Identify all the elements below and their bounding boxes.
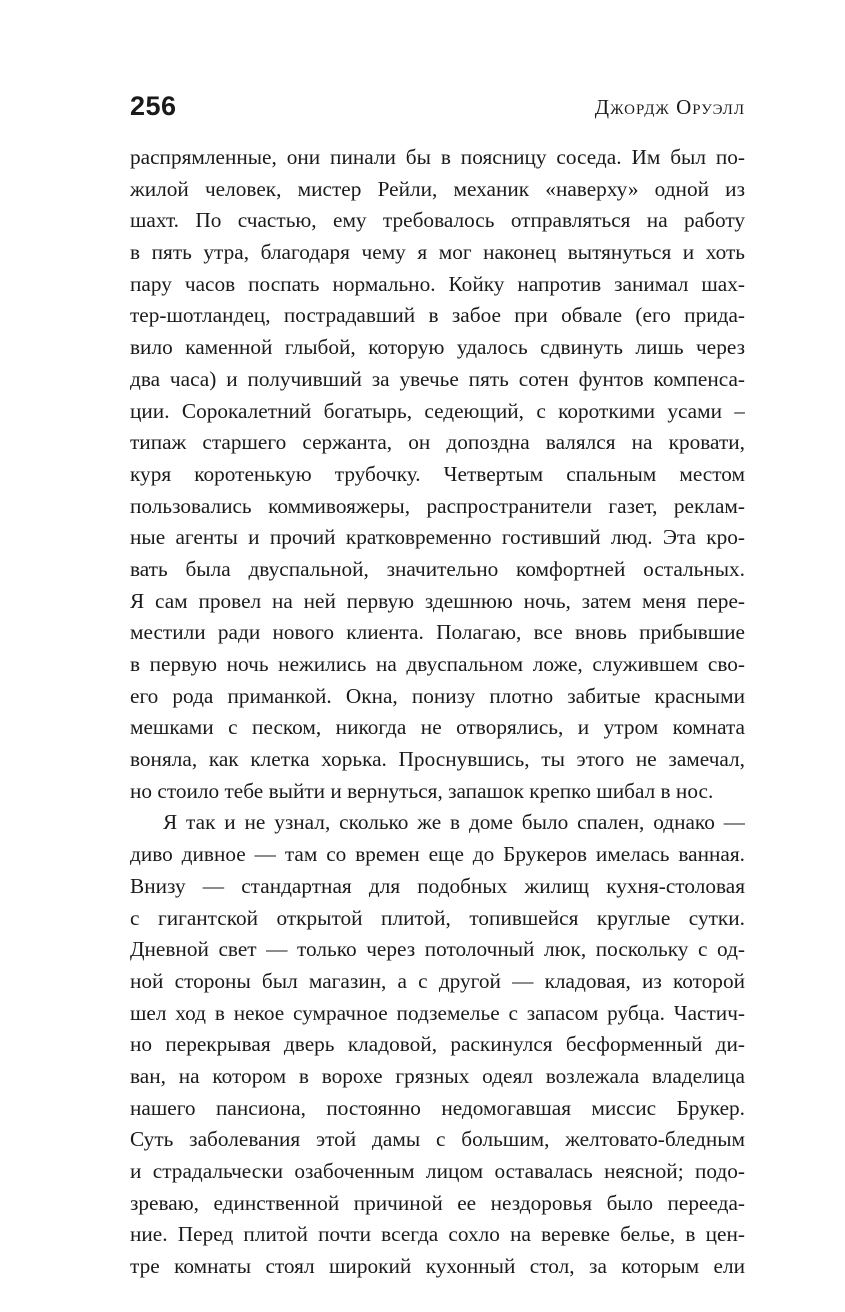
running-head-author: Джордж Оруэлл [594,95,745,119]
text-line: ные агенты и прочий кратковременно гостивший люд. Эта кро- [130,525,745,550]
text-line: воняла, как клетка хорька. Проснувшись, ты этого не замечал, [130,747,745,772]
text-line: в пять утра, благодаря чему я мог наконец вытянуться и хоть [130,240,745,265]
text-line: нашего пансиона, постоянно недомогавшая миссис Брукер. [130,1095,745,1120]
text-line: ние. Перед плитой почти всегда сохло на веревке белье, в цен- [130,1222,745,1247]
text-line: его рода приманкой. Окна, понизу плотно забитые красными [130,683,745,708]
text-line: пару часов поспать нормально. Койку напротив занимал шах- [130,271,745,296]
text-line: распрямленные, они пинали бы в поясницу соседа. Им был по- [130,145,745,169]
text-line: диво дивное — там со времен еще до Брукеров имелась ванная. [130,842,745,867]
text-line: тер-шотландец, пострадавший в забое при обвале (его прида- [130,303,745,328]
text-line: ной стороны был магазин, а с другой — кладовая, из которой [130,968,745,993]
running-head [130,80,745,120]
page-number: 256 [130,91,177,121]
text-line: и страдальчески озабоченным лицом оставалась неясной; подо- [130,1159,745,1183]
text-line: ции. Сорокалетний богатырь, седеющий, с короткими усами – [130,398,745,423]
text-line: но перекрывая дверь кладовой, раскинулся бесформенный ди- [130,1032,745,1057]
body-text [130,142,745,1283]
text-line: местили ради нового клиента. Полагаю, все вновь прибывшие [130,620,745,645]
text-line: зреваю, единственной причиной ее нездоровья было перееда- [130,1190,745,1215]
text-line: два часа) и получивший за увечье пять сотен фунтов компенса- [130,366,745,391]
text-line: Я сам провел на ней первую здешнюю ночь, затем меня пере- [130,588,745,613]
text-line: в первую ночь нежились на двуспальном ложе, служившем сво- [130,652,745,676]
paragraph-last-line: но стоило тебе выйти и вернуться, запашок крепко шибал в нос. [130,778,714,803]
text-line: шел ход в некое сумрачное подземелье с запасом рубца. Частич- [130,1000,745,1025]
text-line: ван, на котором в ворохе грязных одеял возлежала владелица [130,1063,745,1088]
text-line: вать была двуспальной, значительно комфортней остальных. [130,556,745,581]
text-line: Внизу — стандартная для подобных жилищ кухня-столовая [130,873,745,898]
text-line: мешками с песком, никогда не отворялись, и утром комната [130,715,745,740]
text-line: куря коротенькую трубочку. Четвертым спальным местом [130,461,745,486]
text-line: с гигантской открытой плитой, топившейся круглые сутки. [130,905,745,930]
text-line: вило каменной глыбой, которую удалось сдвинуть лишь через [130,335,745,360]
text-line: пользовались коммивояжеры, распространители газет, реклам- [130,493,745,518]
text-line: Суть заболевания этой дамы с большим, желтовато-бледным [130,1127,745,1152]
text-line: тре комнаты стоял широкий кухонный стол, за которым ели [130,1254,745,1279]
text-line: шахт. По счастью, ему требовалось отправляться на работу [130,208,745,233]
paragraph-first-line: Я так и не узнал, сколько же в доме было спален, однако — [163,810,745,835]
text-line: Дневной свет — только через потолочный люк, поскольку с од- [130,937,745,962]
text-line: типаж старшего сержанта, он допоздна валялся на кровати, [130,430,745,455]
text-line: жилой человек, мистер Рейли, механик «наверху» одной из [130,176,745,201]
